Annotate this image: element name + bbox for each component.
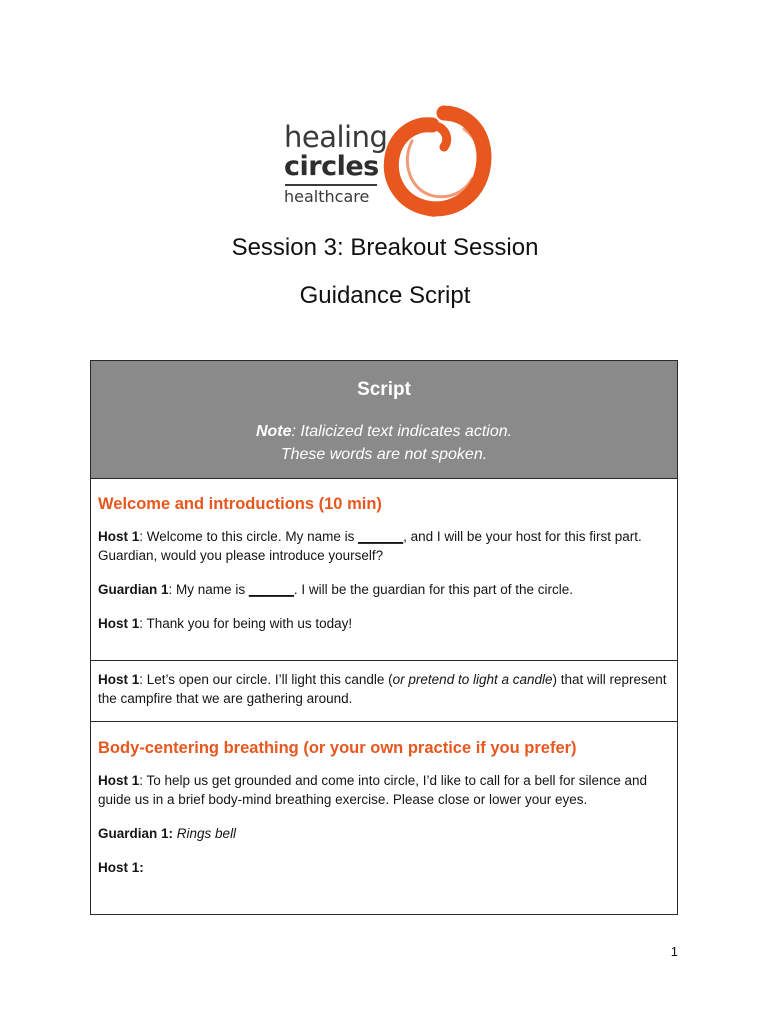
spoken-text: Welcome to this circle. My name is <box>146 529 359 544</box>
spoken-text: Thank you for being with us today! <box>146 616 353 631</box>
section-welcome <box>91 479 677 661</box>
document-title: Session 3: Breakout Session <box>231 234 539 261</box>
speaker-label: Host 1 <box>98 672 140 687</box>
page-number: 1 <box>670 944 678 959</box>
section-breathing <box>91 722 677 915</box>
spoken-text: To help us get grounded and come into circle, I’d like to call for a bell for silence and guide us in a brief body-mind breathing exercise. Please close or lower your eyes. <box>98 773 648 807</box>
logo-word-healing: healing <box>284 120 388 154</box>
script-line: Host 1: Welcome to this circle. My name is ______, and I will be your host for this first part. Guardian, would you please introduce yourself? <box>98 529 642 563</box>
script-line: Host 1: Let’s open our circle. I’ll light this candle (or pretend to light a candle) that will represent the campfire that we are gathering around. <box>98 672 667 706</box>
spoken-text: , and I will be your host for this first part. Guardian, would you please introduce yourself? <box>98 529 642 563</box>
spoken-text: . I will be the guardian for this part of the circle. <box>293 582 574 597</box>
healing-circles-logo <box>284 105 494 220</box>
section-open-circle <box>91 661 677 722</box>
document-subtitle: Guidance Script <box>299 282 471 309</box>
note-line-2: These words are not spoken. <box>280 446 488 463</box>
note-text: : Italicized text indicates action. <box>291 423 513 440</box>
script-line: Host 1: Thank you for being with us today! <box>98 616 353 631</box>
note-line-1 <box>256 423 512 440</box>
spoken-text: Let’s open our circle. I’ll light this candle ( <box>146 672 393 687</box>
script-line: Host 1: To help us get grounded and come into circle, I’d like to call for a bell for silence and guide us in a brief body-mind breathing exercise. Please close or lower your eyes. <box>98 773 648 807</box>
speaker-label: Host 1 <box>98 529 140 544</box>
speaker-label: Host 1: <box>98 860 144 875</box>
action-text: Rings bell <box>176 826 237 841</box>
speaker-label: Host 1 <box>98 616 140 631</box>
script-header-note <box>91 420 677 466</box>
section-heading: Welcome and introductions (10 min) <box>98 495 382 513</box>
spoken-text: My name is <box>176 582 249 597</box>
note-label: Note <box>255 423 292 440</box>
logo-word-circles: circles <box>284 151 379 182</box>
logo-divider <box>285 184 377 186</box>
action-text: or pretend to light a candle <box>392 672 553 687</box>
script-header-title: Script <box>357 379 411 400</box>
script-line <box>98 858 667 877</box>
script-table <box>90 360 678 915</box>
name-blank: ______ <box>248 582 294 597</box>
logo-word-healthcare: healthcare <box>284 187 370 206</box>
section-heading: Body-centering breathing (or your own practice if you prefer) <box>98 739 577 757</box>
script-table-header <box>91 361 677 479</box>
name-blank: ______ <box>358 529 404 544</box>
brush-circle-logo-icon <box>382 105 494 220</box>
spoken-text: ) that will represent the campfire that we are gathering around. <box>98 672 667 706</box>
speaker-label: Guardian 1 <box>98 582 169 597</box>
script-line <box>98 824 667 843</box>
speaker-label: Guardian 1: <box>98 826 174 841</box>
speaker-label: Host 1 <box>98 773 140 788</box>
script-line: Guardian 1: My name is ______. I will be the guardian for this part of the circle. <box>98 582 574 597</box>
